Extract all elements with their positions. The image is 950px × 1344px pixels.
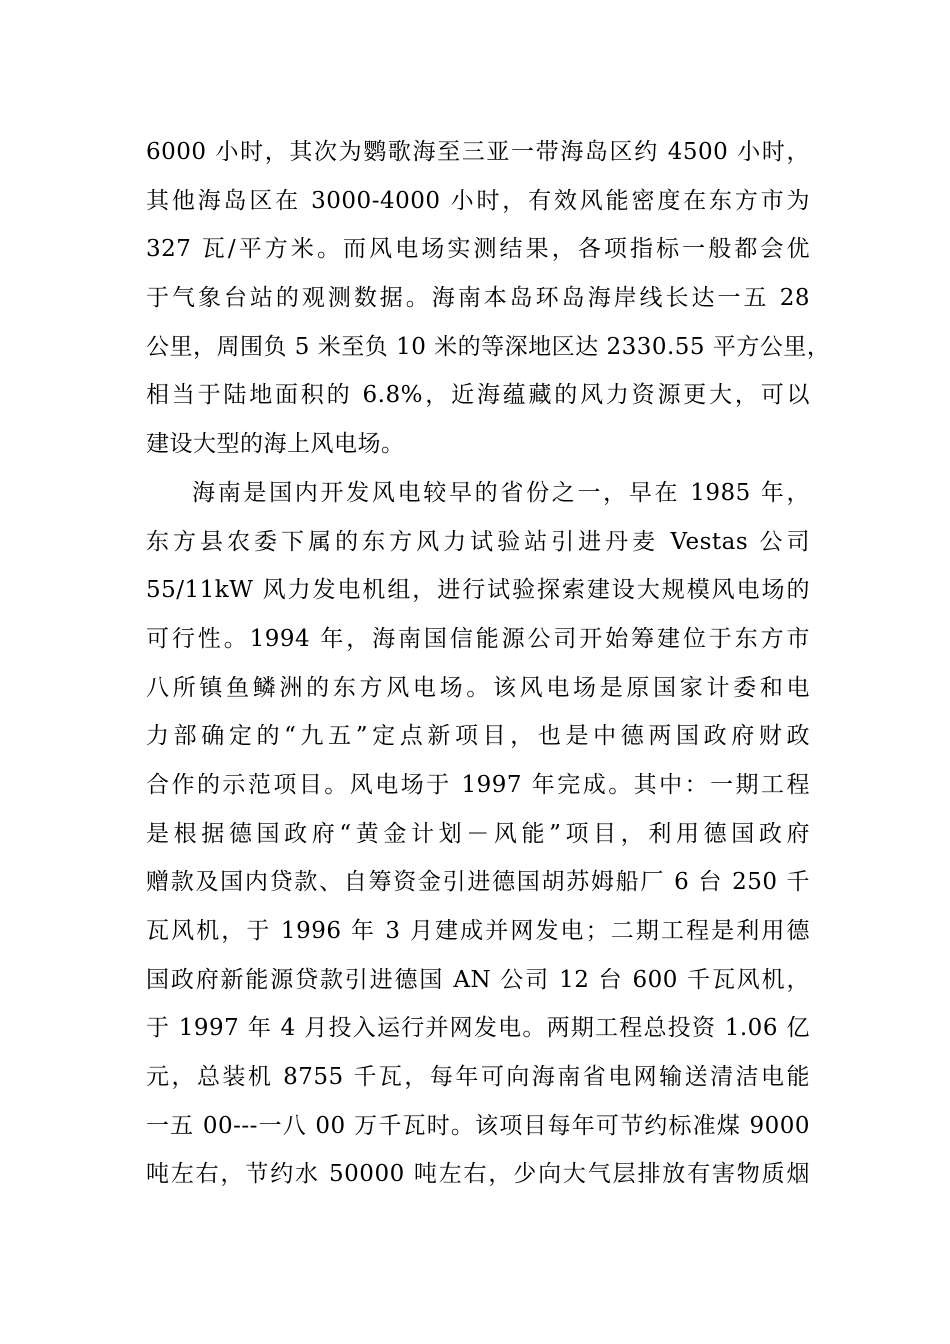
text-line: 八所镇鱼鳞洲的东方风电场。该风电场是原国家计委和电 (146, 674, 810, 701)
text-line: 元，总装机 8755 千瓦，每年可向海南省电网输送清洁电能 (146, 1064, 810, 1091)
text-line: 55/11kW 风力发电机组，进行试验探索建设大规模风电场的 (146, 577, 810, 604)
text-line: 其他海岛区在 3000-4000 小时，有效风能密度在东方市为 (146, 187, 810, 214)
text-line: 合作的示范项目。风电场于 1997 年完成。其中：一期工程 (146, 771, 810, 798)
text-line: 吨左右，节约水 50000 吨左右，少向大气层排放有害物质烟 (146, 1161, 810, 1188)
text-line: 相当于陆地面积的 6.8%，近海蕴藏的风力资源更大，可以 (146, 382, 810, 409)
paragraph-end-line: 建设大型的海上风电场。 (146, 431, 405, 458)
text-line: 公里，周围负 5 米至负 10 米的等深地区达 2330.55 平方公里， (146, 333, 831, 360)
text-line: 瓦风机，于 1996 年 3 月建成并网发电；二期工程是利用德 (146, 918, 810, 944)
text-line: 于 1997 年 4 月投入运行并网发电。两期工程总投资 1.06 亿 (146, 1015, 810, 1042)
text-line: 国政府新能源贷款引进德国 AN 公司 12 台 600 千瓦风机， (146, 966, 810, 993)
text-line: 是根据德国政府“黄金计划－风能”项目，利用德国政府 (146, 820, 810, 847)
text-line: 东方县农委下属的东方风力试验站引进丹麦 Vestas 公司 (146, 528, 810, 555)
text-line: 于气象台站的观测数据。海南本岛环岛海岸线长达一五 28 (146, 285, 810, 312)
text-line: 可行性。1994 年，海南国信能源公司开始筹建位于东方市 (146, 625, 810, 652)
text-line: 力部确定的“九五”定点新项目，也是中德两国政府财政 (146, 723, 810, 750)
paragraph-first-line: 海南是国内开发风电较早的省份之一，早在 1985 年， (192, 479, 810, 506)
text-line: 赠款及国内贷款、自筹资金引进德国胡苏姆船厂 6 台 250 千 (146, 869, 810, 896)
text-line: 一五 00---一八 00 万千瓦时。该项目每年可节约标准煤 9000 (146, 1112, 810, 1139)
body-text (146, 128, 831, 1199)
text-line: 327 瓦/平方米。而风电场实测结果，各项指标一般都会优 (146, 236, 810, 263)
text-line: 6000 小时，其次为鹦歌海至三亚一带海岛区约 4500 小时， (146, 139, 810, 165)
